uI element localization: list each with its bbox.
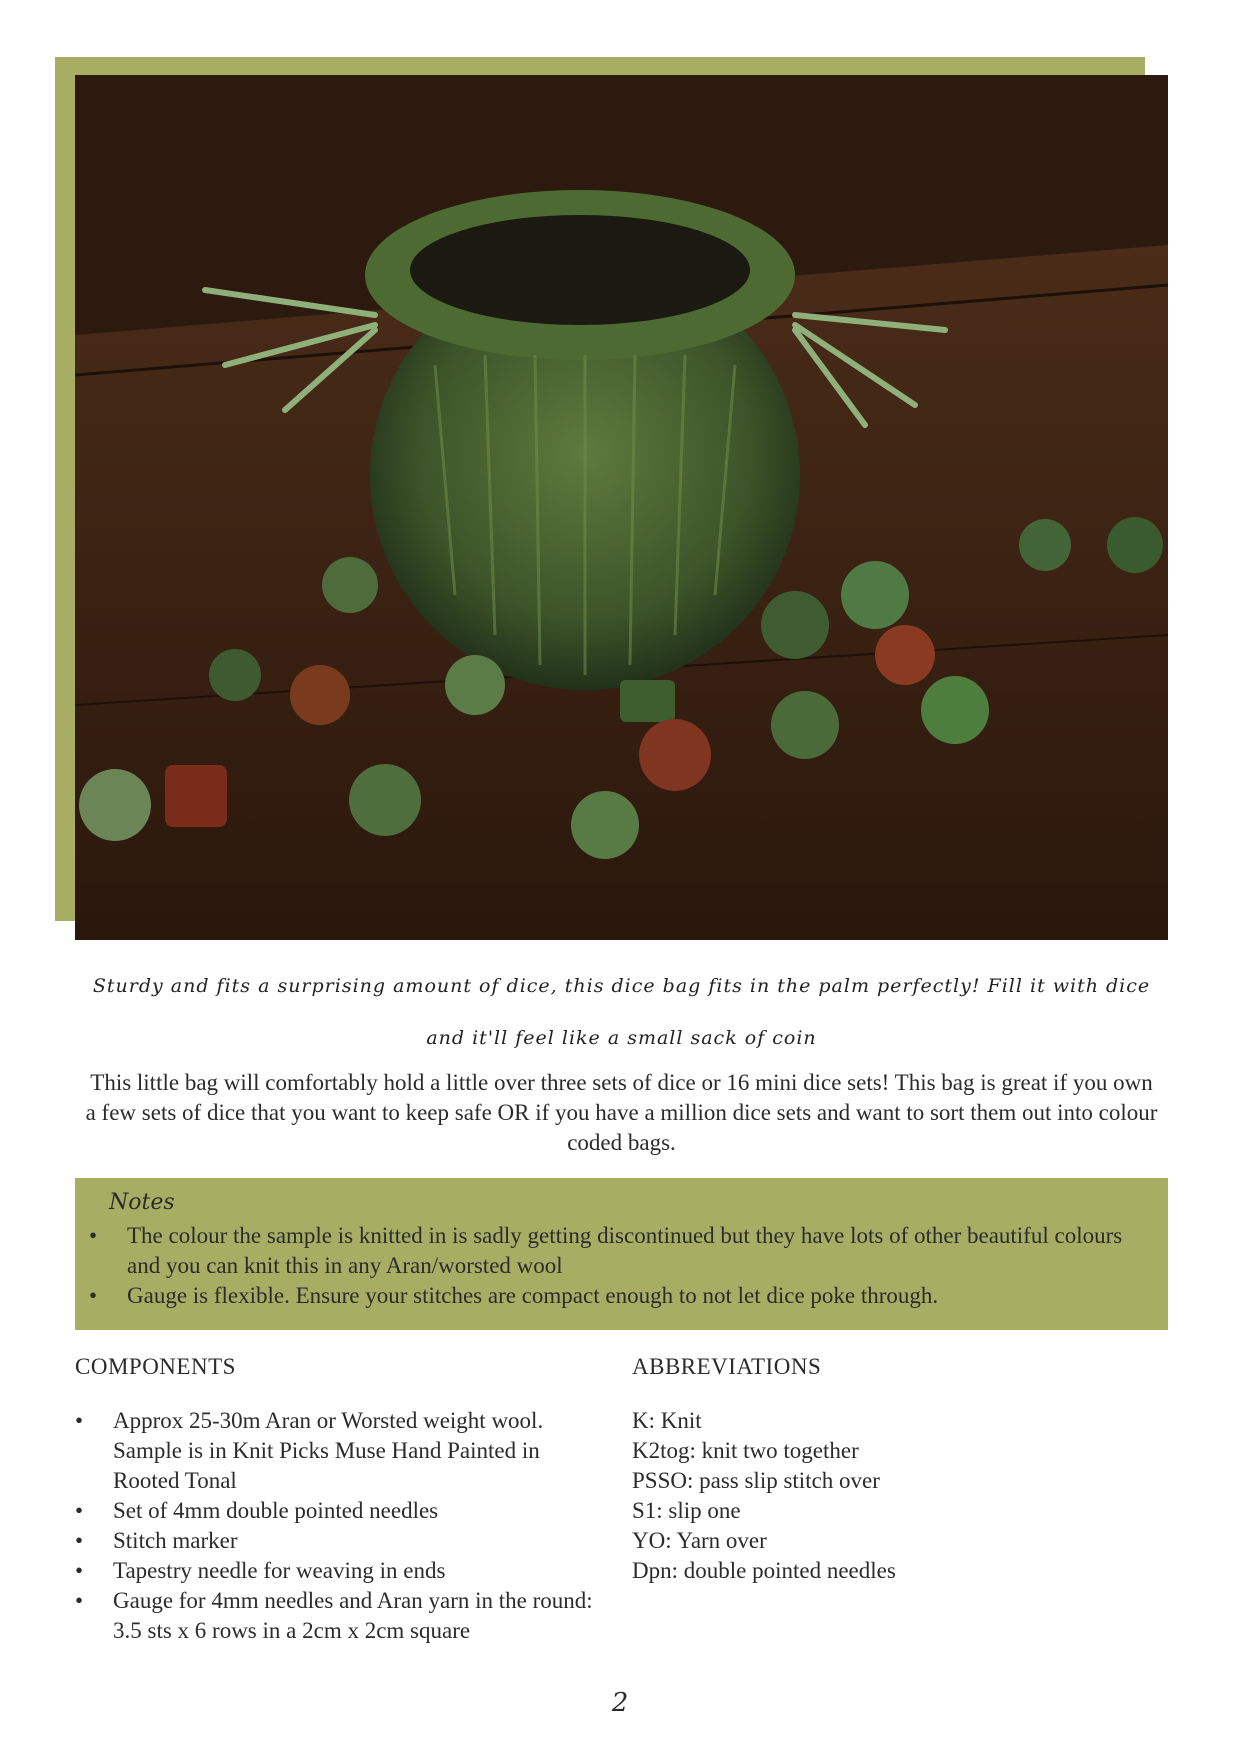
components-heading: COMPONENTS xyxy=(75,1354,236,1379)
abbreviations-heading: ABBREVIATIONS xyxy=(632,1354,822,1379)
abbreviation-item: Dpn: double pointed needles xyxy=(632,1558,896,1583)
intro-paragraph: This little bag will comfortably hold a little over three sets of dice or 16 mini dice sets! This bag is great if you own a few sets of dice that you want to keep safe OR if you have a million dice sets and want to sort them out into colour coded bags. xyxy=(85,1070,1158,1155)
dice-bag-photo xyxy=(75,75,1168,940)
component-item: • Approx 25-30m Aran or Worsted weight wool. Sample is in Knit Picks Muse Hand Painted in Rooted Tonal xyxy=(75,1406,595,1496)
component-item: • Stitch marker xyxy=(75,1526,595,1556)
notes-item: • The colour the sample is knitted in is sadly getting discontinued but they have lots of other beautiful colours and you can knit this in any Aran/worsted wool xyxy=(89,1221,1138,1281)
notes-item: • Gauge is flexible. Ensure your stitches are compact enough to not let dice poke through. xyxy=(89,1281,1138,1311)
page-number: 2 xyxy=(611,1688,629,1718)
components-section xyxy=(75,1352,595,1646)
components-list xyxy=(75,1406,595,1646)
component-item: • Set of 4mm double pointed needles xyxy=(75,1496,595,1526)
abbreviation-item: S1: slip one xyxy=(632,1498,741,1523)
component-item: • Tapestry needle for weaving in ends xyxy=(75,1556,595,1586)
abbreviations-section xyxy=(632,1352,1152,1586)
abbreviation-item: PSSO: pass slip stitch over xyxy=(632,1468,880,1493)
abbreviation-item: YO: Yarn over xyxy=(632,1528,767,1553)
notes-box xyxy=(75,1178,1168,1330)
notes-list xyxy=(89,1221,1138,1311)
photo-caption: Sturdy and fits a surprising amount of dice, this dice bag fits in the palm perfectly! Fill it with dice and it'll feel like a small sack of coin xyxy=(92,975,1151,1049)
abbreviation-item: K2tog: knit two together xyxy=(632,1438,859,1463)
abbreviation-item: K: Knit xyxy=(632,1408,702,1433)
component-item: • Gauge for 4mm needles and Aran yarn in the round: 3.5 sts x 6 rows in a 2cm x 2cm square xyxy=(75,1586,595,1646)
notes-title: Notes xyxy=(109,1190,175,1215)
